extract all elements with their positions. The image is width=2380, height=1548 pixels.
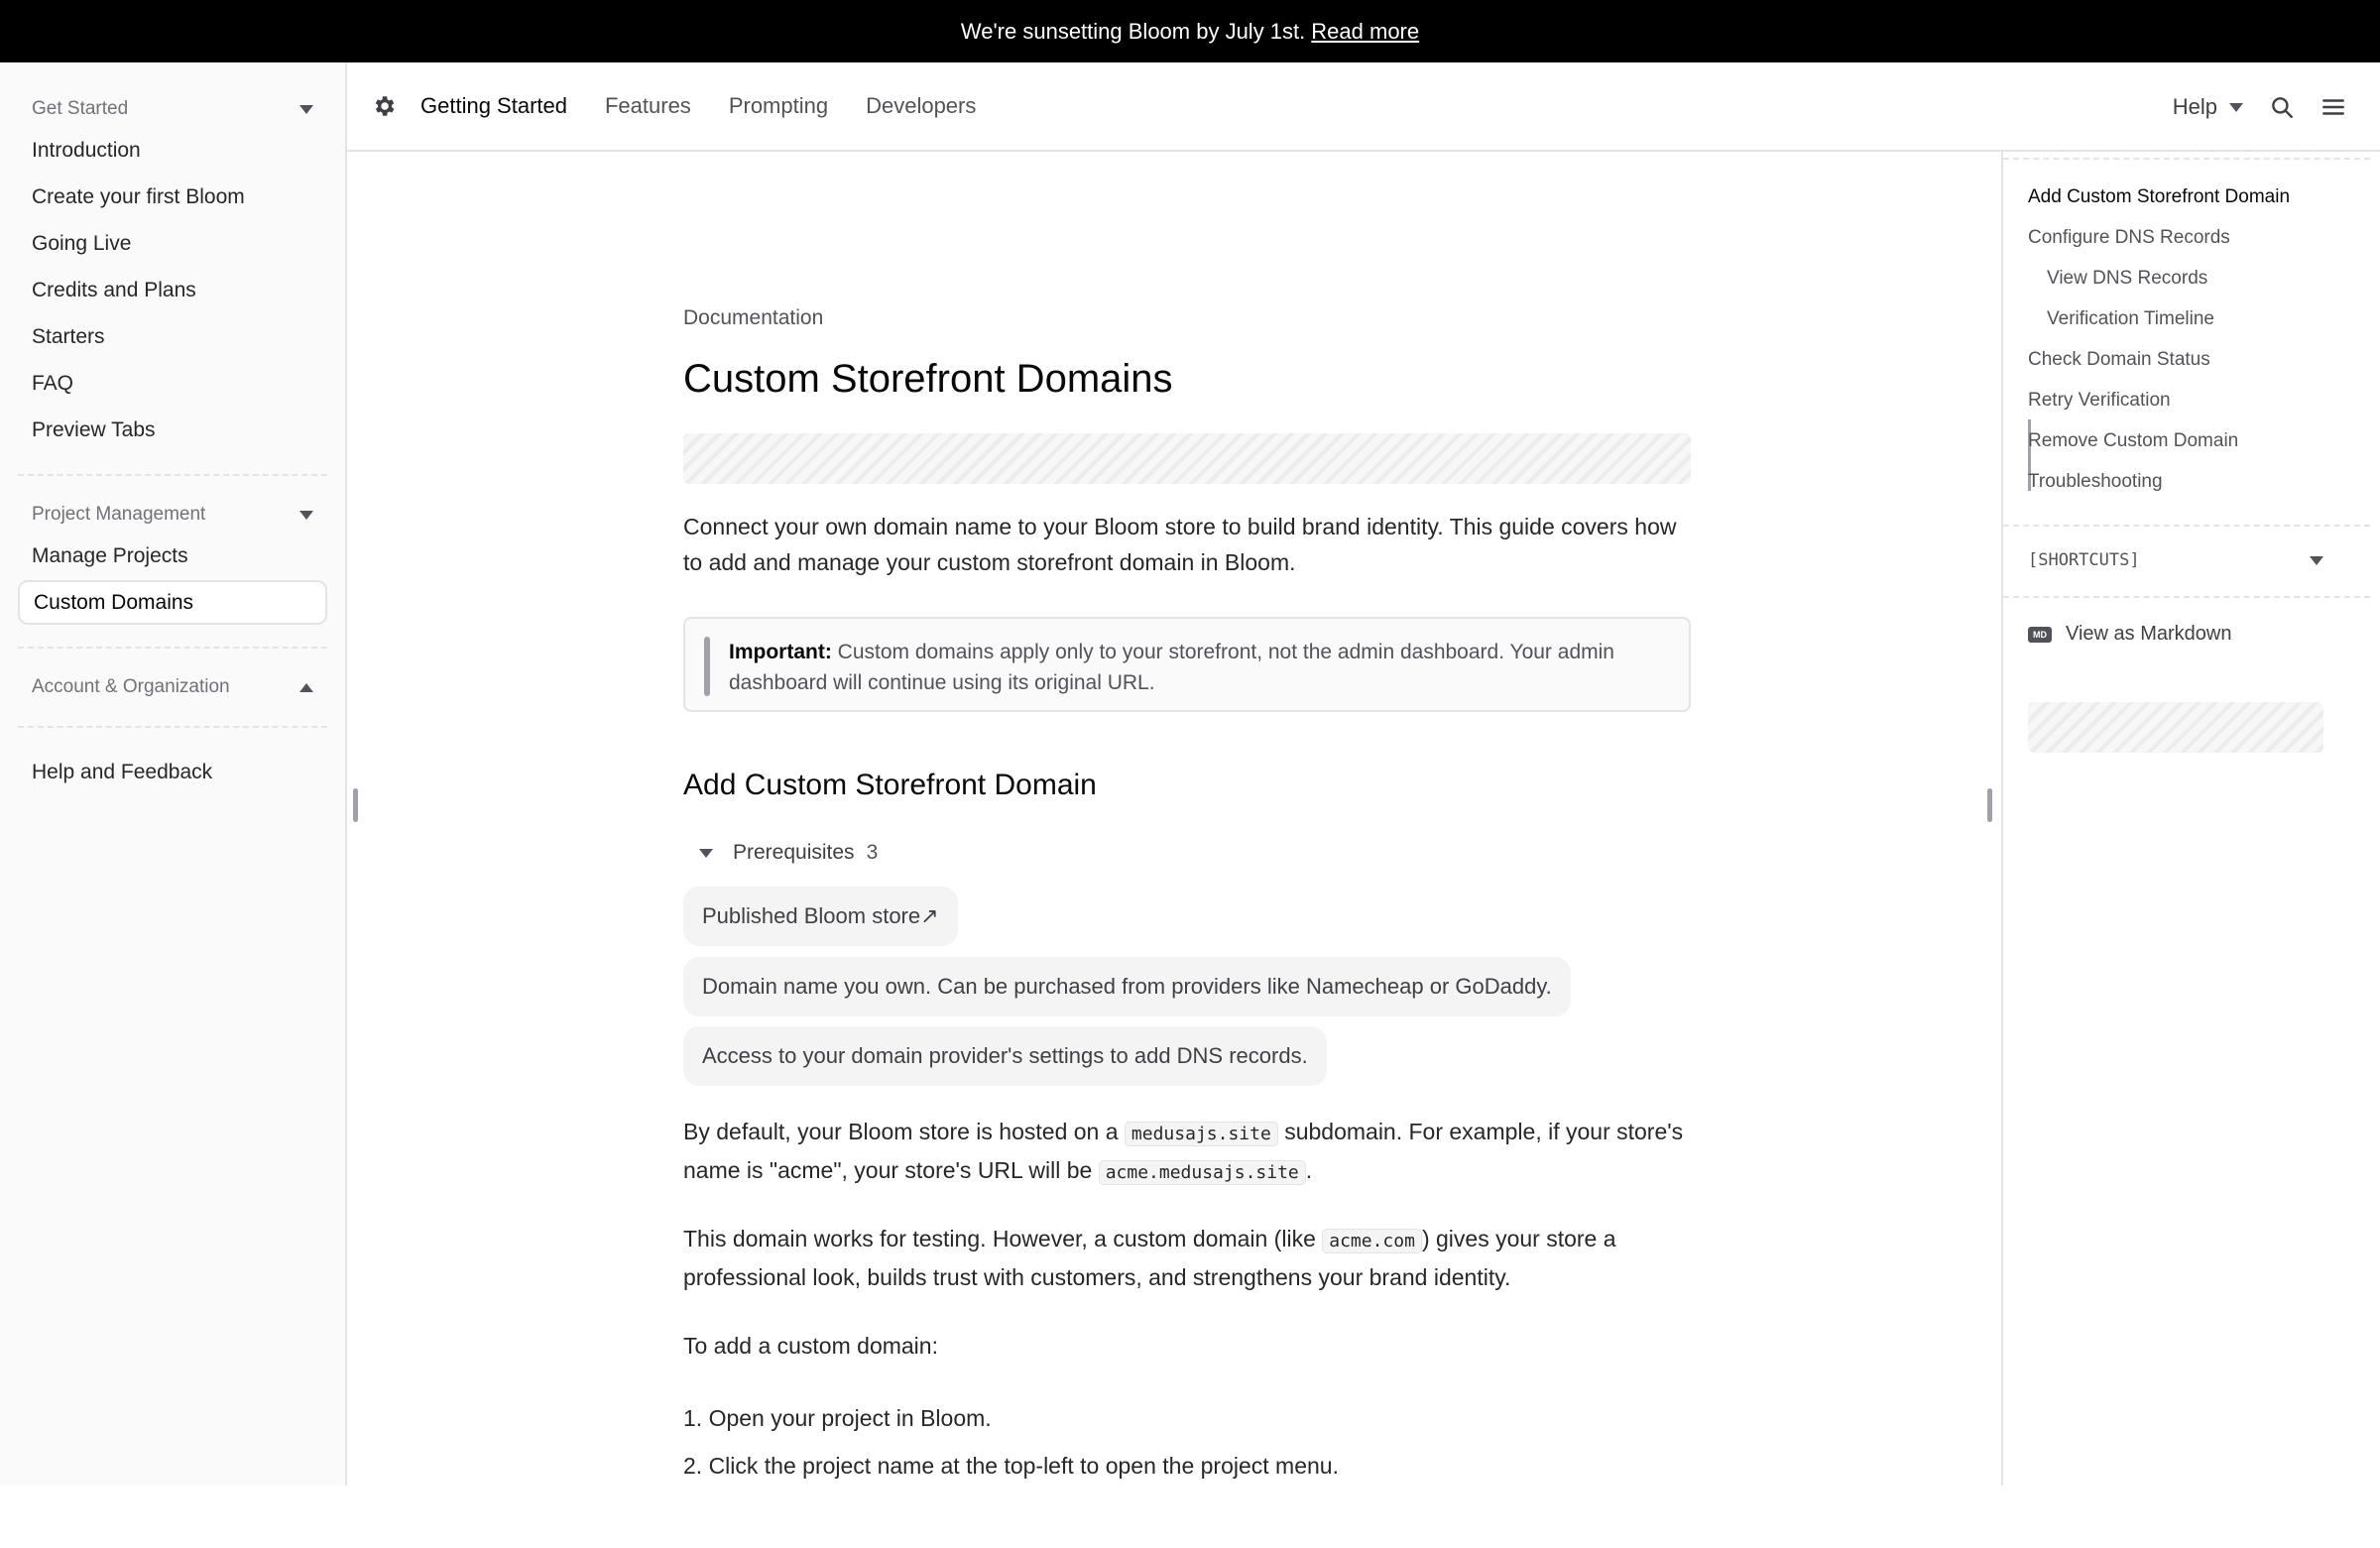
top-nav	[347, 62, 2380, 152]
toc-item-remove-domain[interactable]: Remove Custom Domain	[2028, 430, 2239, 451]
sidebar	[0, 62, 347, 1486]
sidebar-item-going-live[interactable]: Going Live	[32, 231, 132, 255]
toc-item-troubleshooting[interactable]: Troubleshooting	[2028, 471, 2163, 492]
shortcuts-label: [SHORTCUTS]	[2028, 550, 2140, 570]
sidebar-item-manage-projects[interactable]: Manage Projects	[32, 543, 188, 567]
sidebar-item-preview-tabs[interactable]: Preview Tabs	[32, 417, 156, 441]
tab-features[interactable]: Features	[604, 93, 691, 118]
callout-accent-bar	[704, 637, 710, 696]
top-nav-actions	[2173, 62, 2346, 152]
text-segment: By default, your Bloom store is hosted on a	[683, 1119, 1119, 1144]
tab-developers[interactable]: Developers	[866, 93, 977, 118]
callout-text: Custom domains apply only to your storefront, not the admin dashboard. Your admin dashboard will continue using its original URL.	[729, 641, 1614, 694]
inline-code: medusajs.site	[1125, 1122, 1278, 1146]
default-domain-paragraph	[683, 1114, 1691, 1191]
sidebar-group-label: Account & Organization	[32, 676, 230, 697]
prerequisite-item: Access to your domain provider's settings to add DNS records.	[683, 1026, 1327, 1086]
chevron-down-icon	[699, 849, 713, 858]
step-item: 1. Open your project in Bloom.	[683, 1405, 992, 1431]
sidebar-item-help-feedback[interactable]: Help and Feedback	[32, 760, 213, 783]
text-segment: .	[1305, 1157, 1313, 1183]
toc-item-retry-verification[interactable]: Retry Verification	[2028, 390, 2171, 411]
sidebar-item-introduction[interactable]: Introduction	[32, 138, 141, 162]
tab-getting-started[interactable]: Getting Started	[420, 93, 567, 118]
text-segment: This domain works for testing. However, a custom domain (like	[683, 1226, 1316, 1251]
shortcuts-toggle[interactable]	[2028, 550, 2323, 570]
sidebar-divider	[18, 474, 327, 476]
toc-item-configure-dns[interactable]: Configure DNS Records	[2028, 227, 2230, 248]
chevron-down-icon	[2229, 103, 2243, 112]
toc-item-view-dns[interactable]: View DNS Records	[2047, 268, 2208, 289]
banner-read-more-link[interactable]: Read more	[1311, 18, 1420, 44]
placeholder-block	[2028, 702, 2323, 753]
prerequisite-link-published-store[interactable]: Published Bloom store↗	[683, 887, 958, 946]
important-callout	[683, 617, 1691, 712]
prerequisites-count: 3	[866, 841, 879, 864]
chevron-down-icon	[299, 105, 313, 114]
toc-divider	[2003, 596, 2370, 598]
step-item: 2. Click the project name at the top-left to open the project menu.	[683, 1453, 1339, 1479]
view-as-markdown-link[interactable]	[2028, 623, 2231, 646]
search-icon[interactable]	[2269, 94, 2295, 120]
toc-item-verification-timeline[interactable]: Verification Timeline	[2047, 308, 2214, 329]
help-label: Help	[2172, 94, 2217, 119]
sidebar-group-get-started[interactable]	[18, 92, 327, 126]
view-as-markdown-label: View as Markdown	[2066, 623, 2232, 645]
inline-code: acme.com	[1322, 1229, 1422, 1253]
menu-icon[interactable]	[2320, 94, 2346, 120]
sidebar-item-custom-domains[interactable]: Custom Domains	[18, 580, 327, 625]
gear-icon[interactable]	[371, 93, 397, 119]
breadcrumb: Documentation	[683, 306, 824, 329]
sidebar-divider	[18, 647, 327, 649]
toc-item-add-custom-domain[interactable]: Add Custom Storefront Domain	[2028, 186, 2291, 207]
text-segment: ) gives your store a professional look, builds trust with customers, and strengthens your brand identity.	[683, 1226, 1616, 1290]
text-segment: subdomain. For example, if your store's name is "acme", your store's URL will be	[683, 1119, 1684, 1183]
callout-label: Important:	[729, 641, 832, 663]
sidebar-group-label: Get Started	[32, 98, 129, 119]
markdown-icon: MD	[2028, 627, 2052, 643]
toc-item-check-status[interactable]: Check Domain Status	[2028, 349, 2210, 370]
banner-text: We're sunsetting Bloom by July 1st.	[960, 18, 1306, 44]
chevron-up-icon	[299, 683, 313, 692]
chevron-down-icon	[299, 511, 313, 520]
help-dropdown[interactable]	[2173, 94, 2243, 120]
sidebar-divider	[18, 726, 327, 728]
prerequisites-toggle[interactable]	[699, 841, 878, 865]
inline-code: acme.medusajs.site	[1099, 1160, 1306, 1185]
announcement-banner	[0, 0, 2380, 62]
steps-intro: To add a custom domain:	[683, 1333, 938, 1359]
intro-paragraph: Connect your own domain name to your Bloom store to build brand identity. This guide covers how to add and manage your custom storefront domain in Bloom.	[683, 514, 1677, 575]
sidebar-group-account-organization[interactable]	[18, 670, 327, 704]
toc-divider	[2003, 158, 2370, 160]
sidebar-group-project-management[interactable]	[18, 498, 327, 532]
sidebar-group-label: Project Management	[32, 504, 206, 525]
sidebar-item-starters[interactable]: Starters	[32, 324, 105, 348]
page-title: Custom Storefront Domains	[683, 357, 1173, 401]
toc-divider	[2003, 525, 2370, 527]
prerequisites-label: Prerequisites	[733, 841, 855, 864]
tab-prompting[interactable]: Prompting	[728, 93, 829, 118]
main-content	[349, 152, 2001, 1486]
sidebar-item-credits-plans[interactable]: Credits and Plans	[32, 278, 196, 301]
table-of-contents	[2001, 152, 2380, 1486]
section-heading: Add Custom Storefront Domain	[683, 769, 1097, 801]
sidebar-item-create-first-bloom[interactable]: Create your first Bloom	[32, 184, 245, 208]
chevron-down-icon	[2310, 556, 2323, 565]
custom-domain-paragraph	[683, 1221, 1691, 1295]
prerequisite-item: Domain name you own. Can be purchased from providers like Namecheap or GoDaddy.	[683, 957, 1571, 1016]
sidebar-item-faq[interactable]: FAQ	[32, 371, 74, 395]
placeholder-banner	[683, 433, 1691, 484]
